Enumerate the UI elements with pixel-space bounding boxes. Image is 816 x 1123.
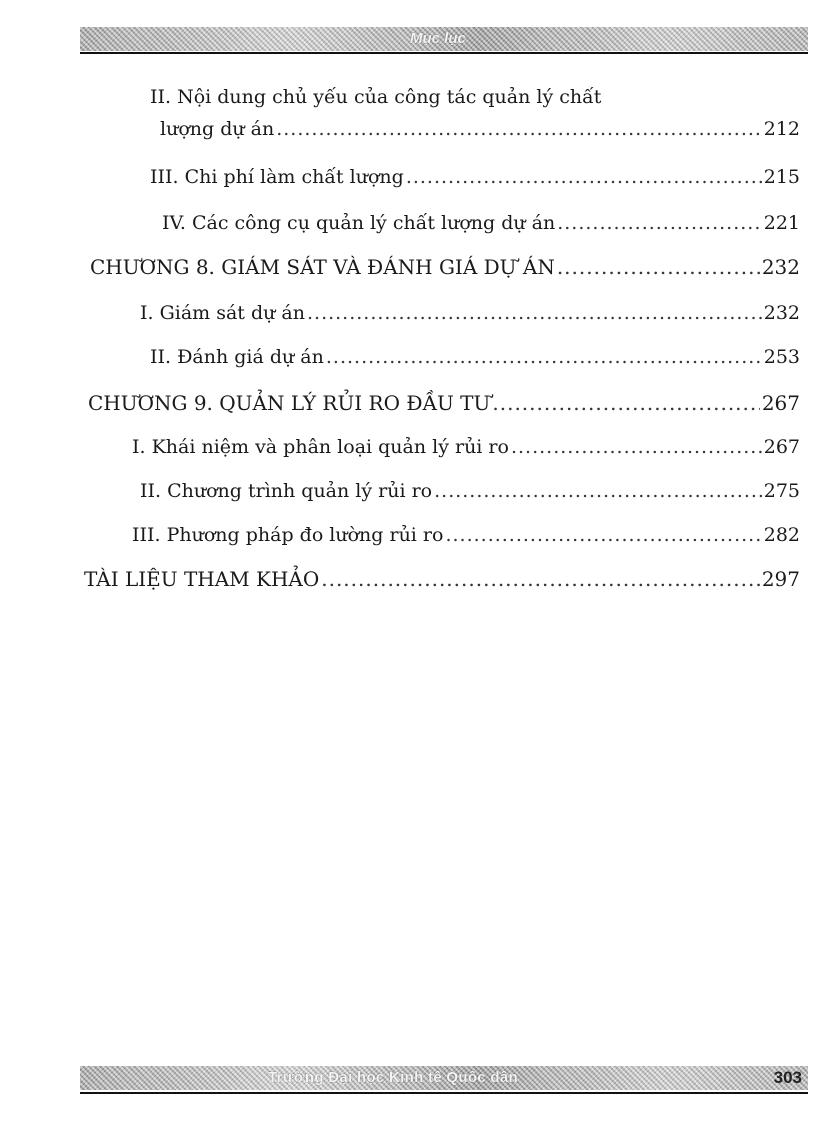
leader-dots	[307, 296, 762, 330]
toc-entry-label: CHƯƠNG 9. QUẢN LÝ RỦI RO ĐẦU TƯ	[88, 391, 491, 415]
toc-entry-label: III. Phương pháp đo lường rủi ro	[132, 524, 444, 546]
toc-entry	[150, 160, 800, 194]
toc-chapter-entry	[90, 250, 800, 284]
toc-entry	[160, 112, 800, 146]
toc-entry-page: 253	[763, 346, 800, 368]
toc-entry-page: 232	[763, 302, 800, 324]
header-rule	[80, 52, 808, 54]
toc-entry-page: 221	[763, 212, 800, 234]
toc-entry-label: IV. Các công cụ quản lý chất lượng dự án	[162, 212, 556, 234]
leader-dots	[511, 430, 762, 464]
toc-entry-page: 267	[763, 436, 800, 458]
leader-dots	[326, 340, 762, 374]
footer-rule	[80, 1092, 808, 1094]
footer-text: Trường Đại học Kinh tế Quốc dân	[268, 1069, 519, 1086]
leader-dots	[445, 518, 761, 552]
toc-entry-page: 275	[763, 480, 800, 502]
toc-chapter-entry	[88, 386, 800, 420]
toc-entry-page: 212	[763, 118, 800, 140]
toc-entry-label: TÀI LIỆU THAM KHẢO	[84, 567, 320, 591]
toc-entry	[150, 340, 800, 374]
toc-entry-label: I. Khái niệm và phân loại quản lý rủi ro	[132, 436, 509, 458]
toc-entry-page: 297	[761, 567, 800, 591]
toc-entry-label: III. Chi phí làm chất lượng	[150, 166, 404, 188]
toc-entry-label: II. Đánh giá dự án	[150, 346, 324, 368]
toc-entry-page: 215	[763, 166, 800, 188]
toc-entry	[140, 474, 800, 508]
toc-entry-label: CHƯƠNG 8. GIÁM SÁT VÀ ĐÁNH GIÁ DỰ ÁN	[90, 255, 555, 279]
leader-dots	[557, 250, 760, 284]
toc-entry	[140, 296, 800, 330]
toc-entry-page: 282	[763, 524, 800, 546]
toc-entry-label: lượng dự án	[160, 118, 275, 140]
toc-entry-page: 232	[761, 255, 800, 279]
toc-entry-page: 267	[761, 391, 800, 415]
leader-dots	[406, 160, 762, 194]
leader-dots	[557, 206, 762, 240]
toc-entry	[132, 430, 800, 464]
toc-entry-label: I. Giám sát dự án	[140, 302, 305, 324]
page-number: 303	[773, 1068, 802, 1087]
toc-entry	[162, 206, 800, 240]
toc-entry	[132, 518, 800, 552]
leader-dots	[434, 474, 762, 508]
toc-entry-line: II. Nội dung chủ yếu của công tác quản lý chất	[150, 86, 602, 108]
header-title: Mục lục	[410, 30, 466, 47]
leader-dots	[492, 386, 759, 420]
toc-entry-label: II. Chương trình quản lý rủi ro	[140, 480, 433, 502]
toc-chapter-entry	[84, 562, 800, 596]
leader-dots	[276, 112, 762, 146]
leader-dots	[321, 562, 760, 596]
